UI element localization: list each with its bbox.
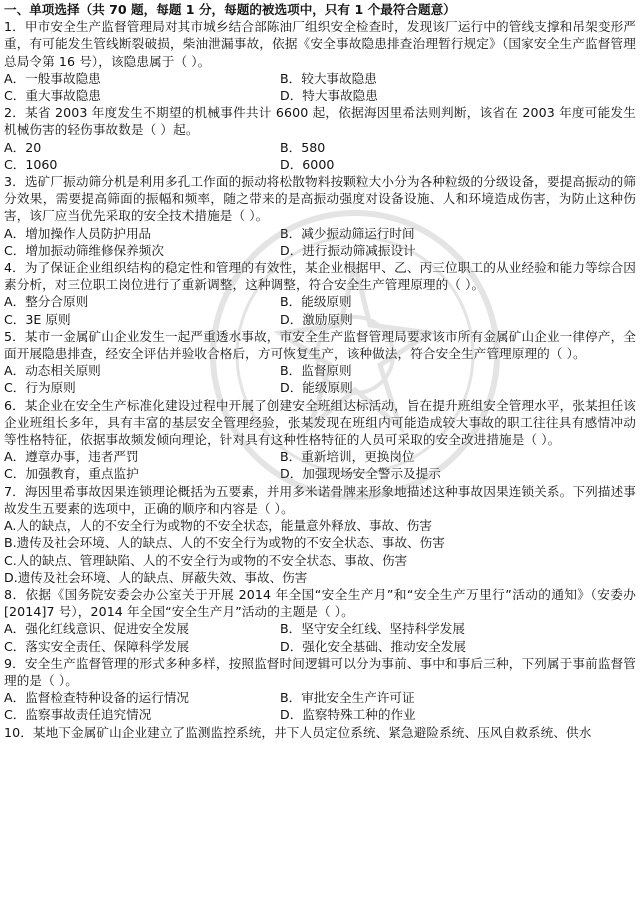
- answer-option: D．特大事故隐患: [280, 88, 378, 104]
- question-6: [4, 397, 636, 483]
- answer-option: C．监察事故责任追究情况: [4, 707, 152, 723]
- question-stem: 7．海因里希事故因果连锁理论概括为五要素，并用多米诺骨牌来形象地描述这种事故因果连锁关系。下列描述事故发生五要素的选项中，正确的顺序和内容是（ ）。: [4, 483, 636, 516]
- option-list: [4, 362, 636, 396]
- answer-option: C．落实安全责任、保障科学发展: [4, 638, 190, 654]
- question-stem: 10．某地下金属矿山企业建立了监测监控系统，井下人员定位系统、紧急避险系统、压风自救系统、供水: [4, 724, 592, 740]
- option-list: [4, 448, 636, 482]
- question-5: [4, 328, 636, 397]
- question-8: [4, 586, 636, 655]
- answer-option: A．一般事故隐患: [4, 70, 101, 86]
- answer-option: C．重大事故隐患: [4, 88, 101, 104]
- answer-option: D．进行振动筛减振设计: [280, 242, 416, 258]
- answer-option: B．能级原则: [280, 294, 352, 310]
- section-title: 一、单项选择（共 70 题，每题 1 分，每题的被选项中，只有 1 个最符合题意）: [4, 2, 456, 17]
- answer-option: A．强化红线意识、促进安全发展: [4, 621, 189, 637]
- answer-option: A．增加操作人员防护用品: [4, 225, 152, 241]
- answer-option: C．增加振动筛维修保养频次: [4, 242, 164, 258]
- answer-option: B．审批安全生产许可证: [280, 690, 415, 706]
- answer-option: D．激励原则: [280, 311, 353, 327]
- question-9: [4, 655, 636, 724]
- answer-option: B．较大事故隐患: [280, 70, 377, 86]
- answer-option: B．减少振动筛运行时间: [280, 225, 415, 241]
- question-2: [4, 104, 636, 173]
- answer-option: B．坚守安全红线、坚持科学发展: [280, 621, 465, 637]
- question-stem: 6．某企业在安全生产标准化建设过程中开展了创建安全班组达标活动，旨在提升班组安全管理水平，张某担任该企业班组长多年，具有丰富的基层安全管理经验，张某发现在班组内可能造成较大事故的职工往往具有感情冲动等性格特征，依据事故频发倾向理论，针对具有这种性格特征的人员可采取的安全改进措施是（ ）。: [4, 397, 636, 448]
- answer-option: B.遗传及社会环境、人的缺点、人的不安全行为或物的不安全状态、事故、伤害: [4, 535, 445, 551]
- answer-option: D.遗传及社会环境、人的缺点、屏蔽失效、事故、伤害: [4, 569, 308, 585]
- answer-option: B．重新培训，更换岗位: [280, 449, 415, 465]
- answer-option: D．6000: [280, 156, 335, 172]
- answer-option: C．加强教育，重点监护: [4, 466, 139, 482]
- answer-option: C．3E 原则: [4, 311, 71, 327]
- option-list: [4, 517, 636, 586]
- answer-option: A．遵章办事，违者严罚: [4, 449, 139, 465]
- option-list: [4, 225, 636, 259]
- question-stem: 4．为了保证企业组织结构的稳定性和管理的有效性，某企业根据甲、乙、丙三位职工的从业经验和能力等综合因素分析，对三位职工岗位进行了重新调整，这种调整，符合安全生产管理原理的（ ）。: [4, 260, 636, 293]
- answer-option: B．监督原则: [280, 363, 352, 379]
- answer-option: C．行为原则: [4, 380, 76, 396]
- question-10: [4, 724, 636, 741]
- answer-option: D．强化安全基础、推动安全发展: [280, 638, 467, 654]
- answer-option: A.人的缺点，人的不安全行为或物的不安全状态，能量意外释放、事故、伤害: [4, 518, 432, 534]
- option-list: [4, 139, 636, 173]
- answer-option: A．监督检查特种设备的运行情况: [4, 690, 189, 706]
- question-list: [4, 18, 636, 741]
- question-7: [4, 483, 636, 586]
- question-stem: 3．选矿厂振动筛分机是利用多孔工作面的振动将松散物料按颗粒大小分为各种粒级的分级设备，要提高振动的筛分效果，需要提高筛面的振幅和频率，随之带来的是高振动强度对设备设施、人和环境造成伤害，为防止这种伤害，该厂应当优先采取的安全技术措施是（ ）。: [4, 174, 636, 224]
- answer-option: D．监察特殊工种的作业: [280, 707, 416, 723]
- answer-option: A．20: [4, 139, 42, 155]
- answer-option: B．580: [280, 139, 326, 155]
- question-3: [4, 173, 636, 259]
- question-stem: 1．甲市安全生产监督管理局对其市城乡结合部陈油厂组织安全检查时，发现该厂运行中的管线支撑和吊架变形严重，有可能发生管线断裂破损，柴油泄漏事故，依据《安全事故隐患排查治理暂行规定》（国家安全生产监督管理总局令第 16 号），该隐患属于（ ）。: [4, 19, 636, 69]
- answer-option: C．1060: [4, 156, 58, 172]
- question-stem: 5．某市一金属矿山企业发生一起严重透水事故，市安全生产监督管理局要求该市所有金属矿山企业一律停产，全面开展隐患排查，经安全评估并验收合格后，方可恢复生产，该种做法，符合安全生产管理原理的（ ）。: [4, 328, 636, 362]
- question-stem: 2．某省 2003 年度发生不期望的机械事件共计 6600 起，依据海因里希法则判断，该省在 2003 年度可能发生机械伤害的轻伤事故数是（ ）起。: [4, 105, 636, 138]
- question-1: [4, 18, 636, 104]
- question-4: [4, 259, 636, 328]
- question-stem: 8．依据《国务院安委会办公室关于开展 2014 年全国“安全生产月”和“安全生产万里行”活动的通知》（安委办[2014]7 号），2014 年全国“安全生产月”活动的主题是（ ）。: [4, 586, 636, 620]
- option-list: [4, 70, 636, 104]
- answer-option: C.人的缺点、管理缺陷、人的不安全行为或物的不安全状态、事故、伤害: [4, 552, 408, 568]
- question-stem: 9．安全生产监督管理的形式多种多样，按照监督时间逻辑可以分为事前、事中和事后三种，下列属于事前监督管理的是（ ）。: [4, 655, 636, 688]
- option-list: [4, 293, 636, 327]
- answer-option: D．能级原则: [280, 380, 353, 396]
- answer-option: A．动态相关原则: [4, 363, 101, 379]
- option-list: [4, 620, 636, 654]
- answer-option: A．整分合原则: [4, 294, 89, 310]
- option-list: [4, 689, 636, 723]
- answer-option: D．加强现场安全警示及提示: [280, 466, 441, 482]
